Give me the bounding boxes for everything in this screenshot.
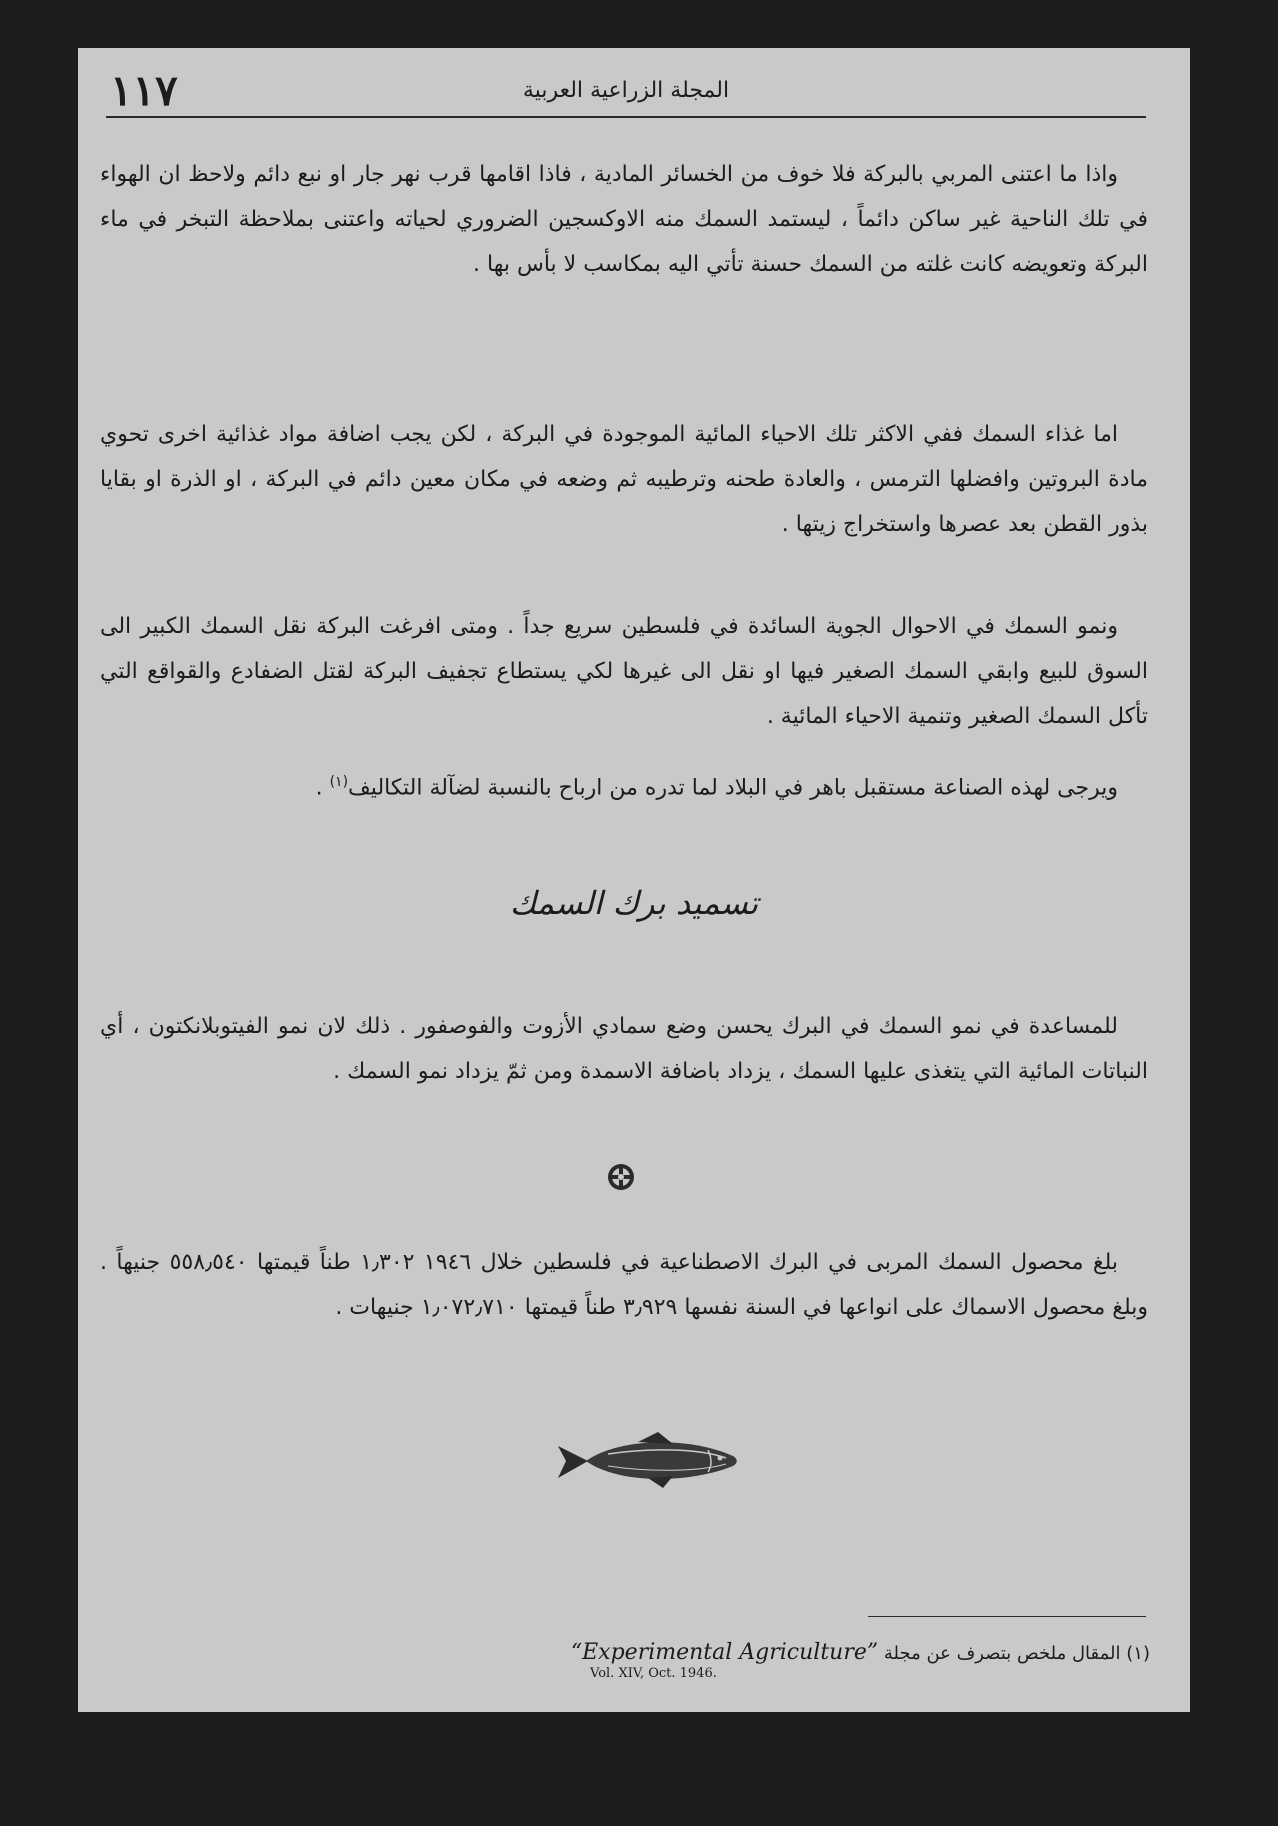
paragraph-2-text: اما غذاء السمك ففي الاكثر تلك الاحياء المائية الموجودة في البركة ، لكن يجب اضافة مواد غذائية اخرى تحوي مادة البروتين وافضلها الترمس ، والعادة طحنه وترطيبه ثم وضعه في مكان معين دائم في البركة ، او الذرة او بقايا بذور القطن بعد عصرها واستخراج زيتها . (100, 422, 1148, 537)
journal-title: المجلة الزراعية العربية (522, 78, 730, 103)
page-number: ١١٧ (110, 66, 178, 115)
fish-illustration (548, 1426, 748, 1496)
section-title: تسميد برك السمك (509, 884, 759, 922)
footnote-divider (868, 1616, 1146, 1617)
paragraph-5 (100, 1004, 1148, 1094)
paragraph-4 (100, 760, 1148, 810)
footnote (448, 1640, 1150, 1681)
paragraph-6 (100, 1240, 1148, 1330)
paragraph-4-text: ويرجى لهذه الصناعة مستقبل باهر في البلاد لما تدره من ارباح بالنسبة لضآلة التكاليف (348, 775, 1118, 801)
footnote-reference: (١) (329, 774, 349, 790)
footnote-journal-name: “Experimental Agriculture” (570, 1640, 879, 1665)
footnote-arabic: المقال ملخص بتصرف عن مجلة (883, 1643, 1121, 1664)
paragraph-3 (100, 604, 1148, 739)
paragraph-4-line (100, 760, 1148, 810)
paragraph-3-text: ونمو السمك في الاحوال الجوية السائدة في فلسطين سريع جداً . ومتى افرغت البركة نقل السمك الكبير الى السوق للبيع وابقي السمك الصغير فيها او نقل الى غيرها لكي يستطاع تجفيف البركة لقتل الضفادع والقواقع التي تأكل السمك الصغير وتنمية الاحياء المائية . (100, 614, 1148, 729)
page-header (106, 66, 1146, 118)
document-page (78, 48, 1190, 1712)
paragraph-1-text: واذا ما اعتنى المربي بالبركة فلا خوف من الخسائر المادية ، فاذا اقامها قرب نهر جار او نبع دائم ولاحظ ان الهواء في تلك الناحية غير ساكن دائماً ، ليستمد السمك منه الاوكسجين الضروري لحياته واعتنى بملاحظة التبخر في ماء البركة وتعويضه كانت غلته من السمك حسنة تأتي اليه بمكاسب لا بأس بها . (100, 162, 1148, 277)
ornament-icon (606, 1162, 636, 1192)
footnote-volume: Vol. XIV, Oct. 1946. (590, 1666, 717, 1681)
paragraph-1 (100, 152, 1148, 287)
paragraph-4-end: . (315, 775, 330, 801)
paragraph-2 (100, 412, 1148, 547)
footnote-marker: (١) (1126, 1643, 1150, 1664)
paragraph-5-text: للمساعدة في نمو السمك في البرك يحسن وضع سمادي الأزوت والفوصفور . ذلك لان نمو الفيتوبلانكتون ، أي النباتات المائية التي يتغذى عليها السمك ، يزداد باضافة الاسمدة ومن ثمّ يزداد نمو السمك . (100, 1014, 1148, 1084)
paragraph-6-text: بلغ محصول السمك المربى في البرك الاصطناعية في فلسطين خلال ١٩٤٦ ١٫٣٠٢ طناً قيمتها ٥٥٨٫٥٤٠ جنيهاً . وبلغ محصول الاسماك على انواعها في السنة نفسها ٣٫٩٢٩ طناً قيمتها ١٫٠٧٢٫٧١٠ جنيهات . (100, 1250, 1148, 1320)
